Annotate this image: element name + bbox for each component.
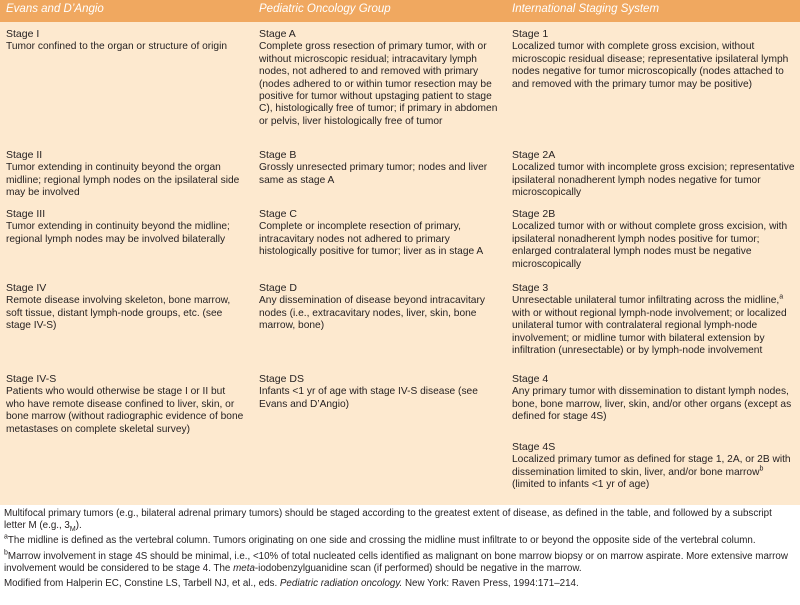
stage-title: Stage A xyxy=(259,28,296,40)
stage-title: Stage D xyxy=(259,282,297,294)
evans-stage-iv xyxy=(6,282,244,333)
stage-desc: Tumor extending in continuity beyond the midline; regional lymph nodes may be involved bilaterally xyxy=(6,221,230,245)
iss-stage-4s xyxy=(512,441,796,492)
pog-stage-ds xyxy=(259,373,505,411)
stage-desc: Localized tumor with complete gross excision, without microscopic residual disease; representative ipsilateral lymph nodes negative for tumor microscopically (nodes attached to and removed with the primary tumor may be positive) xyxy=(512,41,789,90)
stage-title: Stage C xyxy=(259,208,297,220)
stage-desc xyxy=(512,454,796,491)
stage-desc: Any primary tumor with dissemination to distant lymph nodes, bone, bone marrow, liver, skin, and/or other organs (except as defined for stage 4S) xyxy=(512,386,792,423)
evans-stage-ii xyxy=(6,149,244,200)
footnote-mark: b xyxy=(4,549,8,557)
desc-part: Localized primary tumor as defined for stage 1, 2A, or 2B with dissemination limited to skin, liver, and/or bone marrow xyxy=(512,454,791,478)
table-header xyxy=(0,0,800,22)
stage-title: Stage IV-S xyxy=(6,373,57,385)
stage-desc: Localized tumor with incomplete gross excision; representative ipsilateral nonadherent lymph nodes negative for tumor microscopically xyxy=(512,162,795,199)
stage-title: Stage DS xyxy=(259,373,304,385)
stage-title: Stage 1 xyxy=(512,28,549,40)
footnote-multifocal xyxy=(4,508,796,532)
header-evans: Evans and D’Angio xyxy=(6,3,104,15)
evans-stage-iv-s xyxy=(6,373,244,436)
stage-desc: Patients who would otherwise be stage I or II but who have remote disease confined to liver, skin, or bone marrow (without radiographic evidence of bone metastases on complete skeletal survey) xyxy=(6,386,244,435)
stage-title: Stage 2B xyxy=(512,208,556,220)
stage-title: Stage 4S xyxy=(512,441,556,453)
iss-stage-3 xyxy=(512,282,796,357)
header-iss: International Staging System xyxy=(512,3,660,15)
iss-stage-4 xyxy=(512,373,796,424)
footnote-a xyxy=(4,535,796,547)
table-footnotes xyxy=(4,508,796,593)
stage-desc: Grossly unresected primary tumor; nodes and liver same as stage A xyxy=(259,162,488,186)
pog-stage-d xyxy=(259,282,505,333)
pog-stage-c xyxy=(259,208,505,259)
stage-desc xyxy=(512,295,796,357)
footnote-text: Multifocal primary tumors (e.g., bilateral adrenal primary tumors) should be staged according to the greatest extent of disease, as defined in the table, and followed by a subscript letter M (e.g., 3 xyxy=(4,508,772,532)
citation-text: Modified from Halperin EC, Constine LS, Tarbell NJ, et al., eds. xyxy=(4,578,280,590)
footnote-b xyxy=(4,551,796,575)
stage-desc: Infants <1 yr of age with stage IV-S disease (see Evans and D’Angio) xyxy=(259,386,478,410)
evans-stage-i xyxy=(6,28,244,54)
stage-desc: Any dissemination of disease beyond intracavitary nodes (i.e., extracavitary nodes, liver, skin, bone marrow, bone) xyxy=(259,295,485,332)
footnote-text: The midline is defined as the vertebral column. Tumors originating on one side and crossing the midline must infiltrate to or beyond the opposite side of the vertebral column. xyxy=(7,535,756,547)
stage-title: Stage I xyxy=(6,28,40,40)
iss-stage-2a xyxy=(512,149,796,200)
citation-text: New York: Raven Press, 1994:171–214. xyxy=(402,578,579,590)
stage-desc: Remote disease involving skeleton, bone marrow, soft tissue, distant lymph-node groups, etc. (see stage IV-S) xyxy=(6,295,231,332)
iss-stage-1 xyxy=(512,28,796,91)
pog-stage-a xyxy=(259,28,505,128)
footnote-italic: meta xyxy=(233,562,255,574)
footnote-marker-a: a xyxy=(779,294,784,302)
stage-title: Stage 4 xyxy=(512,373,549,385)
desc-part: Unresectable unilateral tumor infiltrating across the midline, xyxy=(512,295,780,307)
stage-desc: Tumor confined to the organ or structure of origin xyxy=(6,41,228,53)
stage-title: Stage B xyxy=(259,149,297,161)
stage-title: Stage 3 xyxy=(512,282,549,294)
header-pog: Pediatric Oncology Group xyxy=(259,3,391,15)
evans-stage-iii xyxy=(6,208,244,246)
stage-title: Stage III xyxy=(6,208,46,220)
stage-desc: Complete gross resection of primary tumor, with or without microscopic residual; intracavitary lymph nodes, not adhered to and removed with primary (nodes adhered to or within tumor resection may be positive for tumor without upstaging patient to stage C), histologically free of tumor; if primary in abdomen or pelvis, liver histologically free of tumor xyxy=(259,41,498,127)
footnote-mark: a xyxy=(4,534,8,542)
footnote-text: ). xyxy=(75,520,82,532)
footnote-text: -iodobenzylguanidine scan (if performed) should be negative in the marrow. xyxy=(254,562,582,574)
stage-desc: Complete or incomplete resection of primary, intracavitary nodes not adhered to primary histologically positive for tumor; liver as in stage A xyxy=(259,221,484,258)
citation-title: Pediatric radiation oncology. xyxy=(279,578,403,590)
stage-title: Stage 2A xyxy=(512,149,556,161)
stage-title: Stage II xyxy=(6,149,43,161)
desc-part: (limited to infants <1 yr of age) xyxy=(512,479,650,491)
source-citation xyxy=(4,578,796,590)
pog-stage-b xyxy=(259,149,505,187)
stage-desc: Localized tumor with or without complete gross excision, with ipsilateral nonadherent lymph nodes positive for tumor; enlarged contralateral lymph nodes must be negative microscopically xyxy=(512,221,788,270)
subscript-m: M xyxy=(69,526,76,534)
stage-desc: Tumor extending in continuity beyond the organ midline; regional lymph nodes on the ipsilateral side may be involved xyxy=(6,162,240,199)
iss-stage-2b xyxy=(512,208,796,271)
desc-part: with or without regional lymph-node involvement; or localized unilateral tumor with contralateral regional lymph-node involvement; or midline tumor with bilateral extension by infiltration (unresectable) or by lymph-node involvement xyxy=(512,307,787,357)
footnote-text: Marrow involvement in stage 4S should be minimal, i.e., <10% of total nucleated cells identified as malignant on bone marrow biopsy or on marrow aspirate. More extensive marrow involvement would be considered to be stage 4. The xyxy=(4,550,788,574)
footnote-marker-b: b xyxy=(759,465,764,473)
stage-title: Stage IV xyxy=(6,282,47,294)
